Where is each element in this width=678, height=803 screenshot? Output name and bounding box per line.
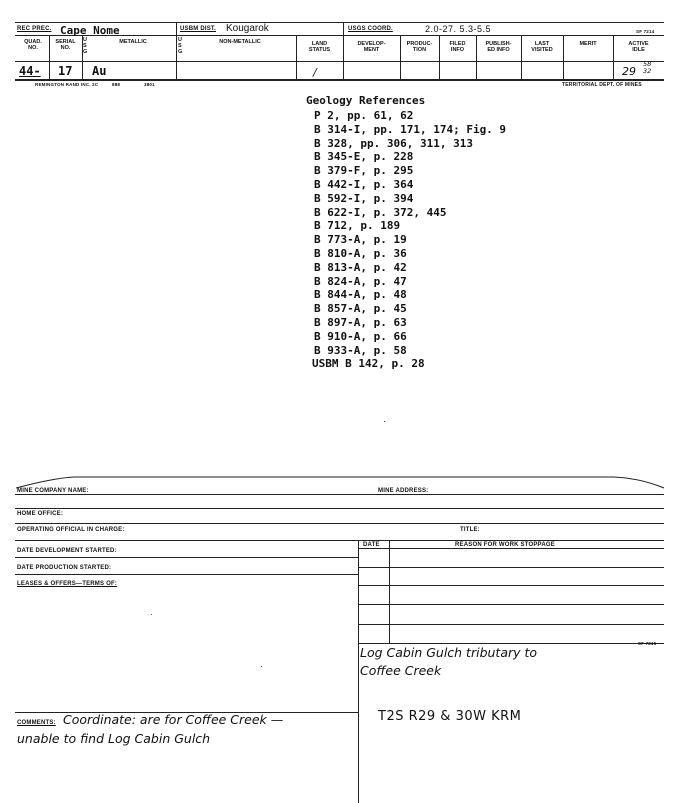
col-metallic: METALLIC	[119, 39, 147, 45]
reference-item: USBM B 142, p. 28	[312, 357, 425, 371]
home-office-label: HOME OFFICE:	[17, 511, 64, 517]
usgs-coord-value: 2.0-27. 5.3-5.5	[425, 24, 492, 34]
mine-company-name-label: MINE COMPANY NAME:	[17, 488, 89, 494]
col-published-info: PUBLISH- ED INFO	[485, 41, 512, 53]
col-quad-no: QUAD. NO.	[24, 39, 42, 51]
references-list	[314, 109, 506, 371]
record-active-fraction: 58 32	[643, 60, 652, 75]
reason-column-label: REASON FOR WORK STOPPAGE	[455, 542, 555, 548]
col-us-mark: U S G	[83, 37, 88, 55]
reference-item: B 712, p. 189	[314, 219, 401, 233]
department-label: TERRITORIAL DEPT. OF MINES	[562, 82, 642, 88]
reference-item: B 442-I, p. 364	[314, 177, 414, 191]
reference-item: B 810-A, p. 36	[314, 246, 407, 260]
reference-item: B 933-A, p. 58	[314, 343, 407, 357]
handwritten-township: T2S R29 & 30W KRM	[378, 709, 522, 724]
title-label: TITLE:	[460, 527, 480, 533]
reference-item: B 824-A, p. 47	[314, 274, 407, 288]
stray-mark: ·	[383, 416, 387, 427]
reference-item: B 328, pp. 306, 311, 313	[314, 136, 473, 150]
col-us-mark-2: U S G	[178, 37, 183, 55]
col-last-visited: LAST VISITED	[531, 41, 553, 53]
reference-item: B 844-A, p. 48	[314, 288, 407, 302]
form-top-border	[14, 470, 666, 500]
reference-item: B 622-I, p. 372, 445	[314, 205, 447, 219]
form-number: SF 7214	[636, 29, 655, 34]
record-serial: 17	[58, 64, 73, 78]
reference-item: B 897-A, p. 63	[314, 315, 407, 329]
col-active-idle: ACTIVE IDLE	[628, 41, 649, 53]
col-filed-info: FILED INFO	[449, 41, 466, 53]
printer-imprint: REMINGTON RAND INC. 2C	[35, 82, 99, 87]
col-merit: MERIT	[579, 41, 597, 47]
handwritten-note-line-2: Coffee Creek	[360, 663, 442, 678]
reference-item: B 813-A, p. 42	[314, 260, 407, 274]
reference-item: B 314-I, pp. 171, 174; Fig. 9	[314, 122, 507, 136]
mine-address-label: MINE ADDRESS:	[378, 488, 429, 494]
leases-offers-label: LEASES & OFFERS—TERMS OF:	[17, 581, 118, 587]
stray-dot-1: ·	[150, 610, 153, 619]
comments-label: COMMENTS:	[17, 720, 56, 726]
record-metallic: Au	[92, 64, 107, 78]
date-development-label: DATE DEVELOPMENT STARTED:	[17, 548, 117, 554]
printer-code-2: 3801	[144, 82, 155, 87]
rec-prec-label: REC PREC.	[17, 26, 52, 32]
col-non-metallic: NON-METALLIC	[219, 39, 261, 45]
col-production: PRODUC- TION	[406, 41, 433, 53]
rec-prec-value: Cape Nome	[60, 24, 120, 37]
col-land-status: LAND STATUS	[308, 41, 331, 53]
record-quad: 44-	[19, 64, 41, 78]
usgs-coord-label: USGS COORD.	[348, 26, 393, 32]
col-serial-no: SERIAL NO.	[55, 39, 76, 51]
handwritten-comment-line-2: unable to find Log Cabin Gulch	[17, 731, 211, 746]
reference-item: B 857-A, p. 45	[314, 302, 407, 316]
references-heading: Geology References	[306, 94, 426, 107]
reference-item: B 773-A, p. 19	[314, 233, 407, 247]
operating-official-label: OPERATING OFFICIAL IN CHARGE:	[17, 527, 125, 533]
reference-item: P 2, pp. 61, 62	[314, 109, 414, 122]
usbm-dist-value: Kougarok	[226, 23, 269, 34]
date-production-label: DATE PRODUCTION STARTED:	[17, 565, 112, 571]
handwritten-note-line-1: Log Cabin Gulch tributary to	[360, 645, 538, 660]
stray-dot-2: ·	[260, 662, 263, 671]
reference-item: B 345-E, p. 228	[314, 150, 414, 164]
printer-code-1: 888	[112, 82, 121, 87]
handwritten-comment-line-1: Coordinate: are for Coffee Creek —	[63, 712, 284, 727]
col-development: DEVELOP- MENT	[357, 41, 386, 53]
date-column-label: DATE	[363, 542, 380, 548]
record-land-status-mark: /	[313, 66, 317, 79]
usbm-dist-label: USBM DIST.	[180, 26, 217, 32]
reference-item: B 592-I, p. 394	[314, 191, 414, 205]
record-active-mark: 29	[622, 65, 636, 78]
form-number-2: SF 7215	[638, 641, 657, 646]
reference-item: B 910-A, p. 66	[314, 329, 407, 343]
reference-item: B 379-F, p. 295	[314, 164, 414, 178]
